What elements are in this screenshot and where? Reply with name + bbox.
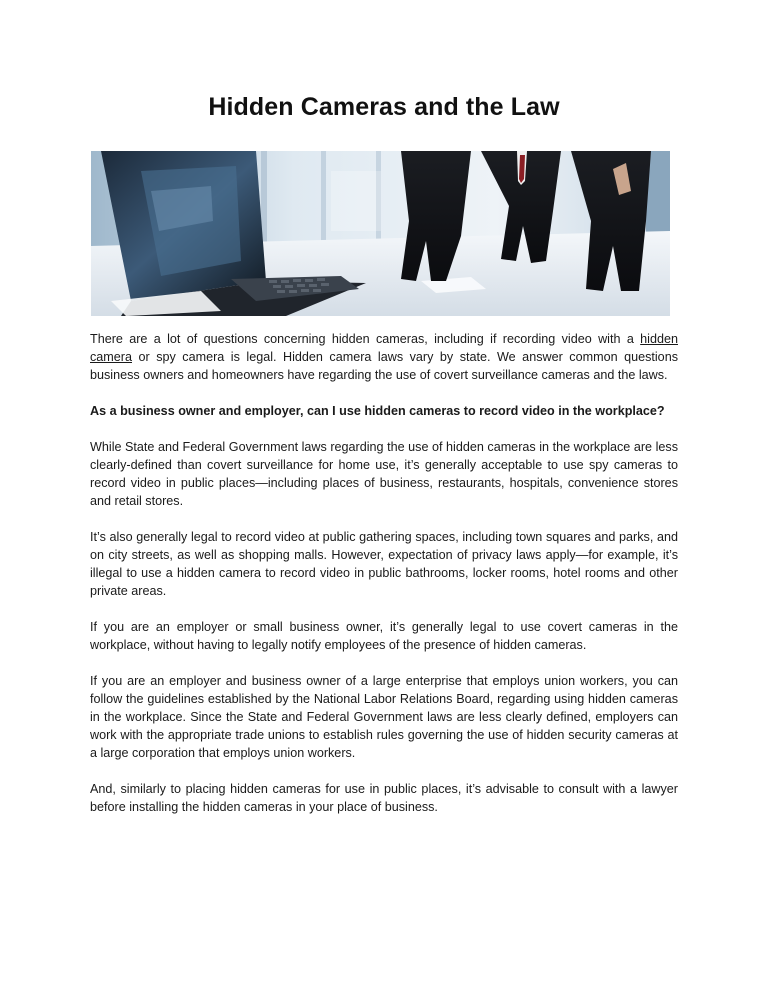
page-title: Hidden Cameras and the Law [208, 93, 560, 121]
hidden-camera-link[interactable]: hidden camera [90, 332, 678, 364]
header-photo [91, 151, 670, 316]
office-scene-image [91, 151, 670, 316]
paragraph-public-spaces: It’s also generally legal to record video at public gathering spaces, including town squares and parks, and on city streets, as well as shopping malls. However, expectation of privacy laws apply—for example, it’s illegal to use a hidden camera to record video in public bathrooms, locker rooms, hotel rooms and other private areas. [90, 530, 678, 598]
paragraph-consult-lawyer: And, similarly to placing hidden cameras for use in public places, it’s advisable to consult with a lawyer before installing the hidden cameras in your place of business. [90, 782, 678, 814]
intro-paragraph [90, 330, 678, 384]
section-question: As a business owner and employer, can I use hidden cameras to record video in the workplace? [90, 404, 665, 418]
paragraph-small-business: If you are an employer or small business owner, it’s generally legal to use covert cameras in the workplace, without having to legally notify employees of the presence of hidden cameras. [90, 620, 678, 652]
paragraph-workplace-laws: While State and Federal Government laws regarding the use of hidden cameras in the workplace are less clearly-defined than covert surveillance for home use, it’s generally acceptable to use spy cameras to record video in public places—including places of business, restaurants, hospitals, convenience stores and retail stores. [90, 440, 678, 508]
article-body [90, 330, 678, 834]
intro-text-after-link: or spy camera is legal. Hidden camera laws vary by state. We answer common questions business owners and homeowners have regarding the use of covert surveillance cameras and the laws. [90, 350, 678, 382]
paragraph-union-workers: If you are an employer and business owner of a large enterprise that employs union workers, you can follow the guidelines established by the National Labor Relations Board, regarding using hidden cameras in the workplace. Since the State and Federal Government laws are less clearly defined, employers can work with the appropriate trade unions to establish rules governing the use of hidden security cameras at a large corporation that employs union workers. [90, 674, 678, 760]
intro-text-before-link: There are a lot of questions concerning hidden cameras, including if recording video with a [90, 332, 641, 346]
